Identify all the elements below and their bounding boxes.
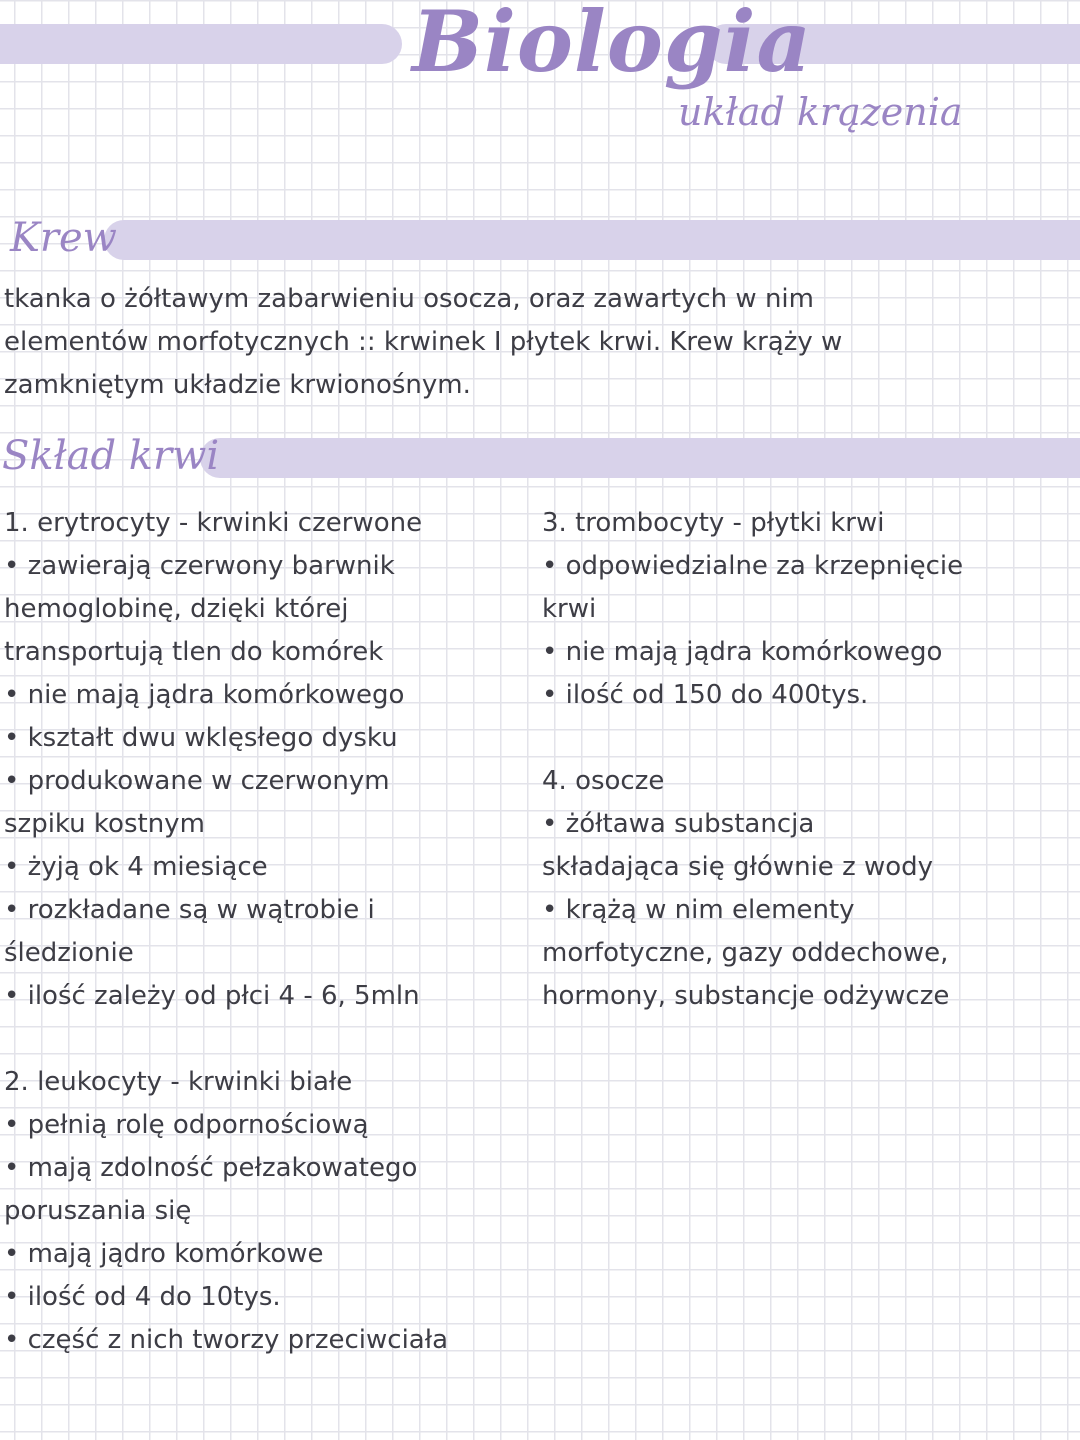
left-line: • mają zdolność pełzakowatego bbox=[4, 1153, 418, 1183]
page-subtitle: układ krązenia bbox=[678, 90, 963, 134]
left-line: transportują tlen do komórek bbox=[4, 637, 384, 667]
left-line: • żyją ok 4 miesiące bbox=[4, 852, 268, 882]
left-column bbox=[4, 502, 524, 1362]
right-line: • nie mają jądra komórkowego bbox=[542, 637, 943, 667]
left-line: • nie mają jądra komórkowego bbox=[4, 680, 405, 710]
title-bar-left bbox=[0, 24, 402, 64]
left-line: szpiku kostnym bbox=[4, 809, 205, 839]
section-heading-sklad: Skład krwi bbox=[2, 433, 220, 479]
left-line: 2. leukocyty - krwinki białe bbox=[4, 1067, 353, 1097]
right-line: 4. osocze bbox=[542, 766, 665, 796]
right-line: • ilość od 150 do 400tys. bbox=[542, 680, 869, 710]
left-line: • ilość zależy od płci 4 - 6, 5mln bbox=[4, 981, 420, 1011]
right-line: • odpowiedzialne za krzepnięcie bbox=[542, 551, 964, 581]
left-line: • ilość od 4 do 10tys. bbox=[4, 1282, 281, 1312]
right-line bbox=[542, 717, 1062, 760]
krew-line: zamkniętym układzie krwionośnym. bbox=[4, 370, 471, 400]
section-bar-sklad bbox=[200, 438, 1080, 478]
left-line: • część z nich tworzy przeciwciała bbox=[4, 1325, 449, 1355]
krew-line: tkanka o żółtawym zabarwieniu osocza, oraz zawartych w nim bbox=[4, 284, 814, 314]
left-line: śledzionie bbox=[4, 938, 134, 968]
left-line: • pełnią rolę odpornościową bbox=[4, 1110, 369, 1140]
left-line: • mają jądro komórkowe bbox=[4, 1239, 324, 1269]
left-line: hemoglobinę, dzięki której bbox=[4, 594, 349, 624]
left-line: • kształt dwu wklęsłego dysku bbox=[4, 723, 398, 753]
section-bar-krew bbox=[104, 220, 1080, 260]
left-line: • produkowane w czerwonym bbox=[4, 766, 390, 796]
right-line: 3. trombocyty - płytki krwi bbox=[542, 508, 885, 538]
left-line: 1. erytrocyty - krwinki czerwone bbox=[4, 508, 423, 538]
right-line: hormony, substancje odżywcze bbox=[542, 981, 950, 1011]
right-line: • krążą w nim elementy bbox=[542, 895, 855, 925]
krew-definition bbox=[4, 278, 1064, 407]
krew-line: elementów morfotycznych :: krwinek I płytek krwi. Krew krąży w bbox=[4, 327, 843, 357]
right-line: • żółtawa substancja bbox=[542, 809, 815, 839]
right-line: krwi bbox=[542, 594, 597, 624]
left-line: • zawierają czerwony barwnik bbox=[4, 551, 395, 581]
right-line: składająca się głównie z wody bbox=[542, 852, 934, 882]
left-line: • rozkładane są w wątrobie i bbox=[4, 895, 375, 925]
left-line bbox=[4, 1018, 524, 1061]
page-title: Biologia bbox=[412, 0, 812, 91]
right-line: morfotyczne, gazy oddechowe, bbox=[542, 938, 949, 968]
section-heading-krew: Krew bbox=[10, 215, 117, 261]
right-column bbox=[542, 502, 1062, 1018]
left-line: poruszania się bbox=[4, 1196, 192, 1226]
